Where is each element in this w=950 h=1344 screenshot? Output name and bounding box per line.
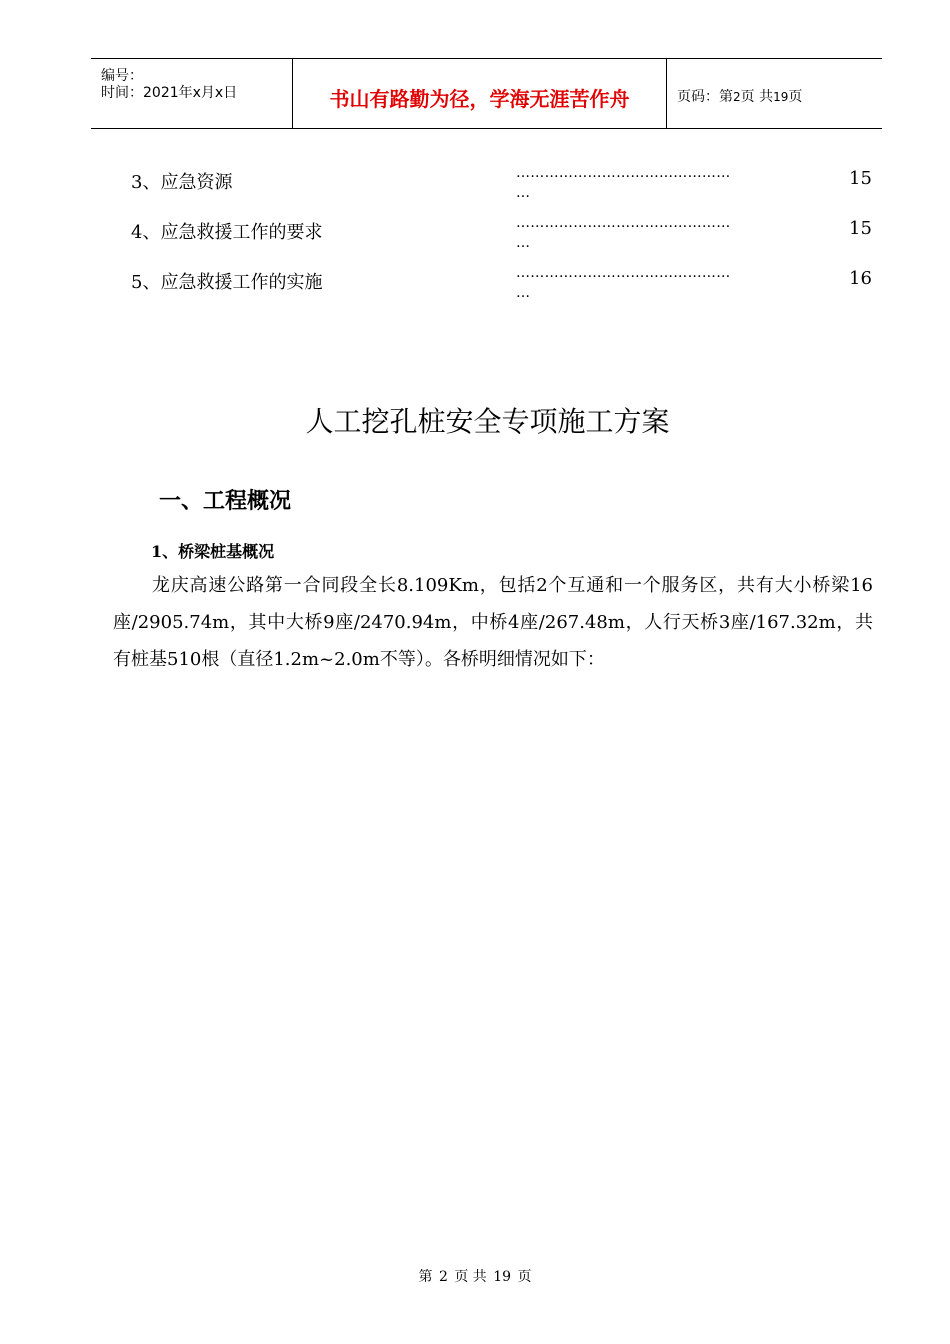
serial-label: 编号： xyxy=(101,68,143,84)
toc-leader-tail: … xyxy=(516,285,530,301)
toc-label: 5、应急救援工作的实施 xyxy=(131,272,323,293)
header-page-number xyxy=(677,86,802,106)
footer-suffix: 页 xyxy=(517,1269,532,1285)
time-label: 时间：2021年x月x日 xyxy=(101,85,238,101)
page-total: 19 xyxy=(773,90,789,104)
page-current: 2 xyxy=(733,90,741,104)
header-info-cell xyxy=(91,59,293,128)
header-motto-cell xyxy=(293,59,667,128)
page-suffix: 页 xyxy=(788,89,803,105)
toc-leader: ……………………………………… xyxy=(516,215,731,231)
body-paragraph xyxy=(113,567,873,678)
footer-current: 2 xyxy=(438,1269,448,1285)
toc-leader-tail: … xyxy=(516,185,530,201)
footer-total: 19 xyxy=(493,1269,512,1285)
toc-entry[interactable] xyxy=(0,215,950,258)
toc-leader: ……………………………………… xyxy=(516,165,731,181)
toc-label: 4、应急救援工作的要求 xyxy=(131,222,323,243)
toc-leader: ……………………………………… xyxy=(516,265,731,281)
motto: 书山有路勤为径，学海无涯苦作舟 xyxy=(329,87,630,111)
header-page-cell xyxy=(667,59,882,128)
subsection-heading: 1、桥梁桩基概况 xyxy=(151,542,275,561)
toc-page: 16 xyxy=(849,268,872,289)
toc-entry[interactable] xyxy=(0,165,950,208)
paragraph-text: 龙庆高速公路第一合同段全长8.109Km，包括2个互通和一个服务区，共有大小桥梁16座/2905.74m，其中大桥9座/2470.94m，中桥4座/267.48m，人行天桥3座/167.32m，共有桩基510根（直径1.2m~2.0m不等）。各桥明细情况如下： xyxy=(113,575,873,670)
toc-leader-tail: … xyxy=(516,235,530,251)
footer-prefix: 第 xyxy=(418,1269,433,1285)
page-prefix: 页码：第 xyxy=(677,89,733,105)
toc-page: 15 xyxy=(849,218,872,239)
section-heading: 一、工程概况 xyxy=(159,489,292,514)
page-footer xyxy=(0,1266,950,1286)
page-header xyxy=(91,58,882,129)
toc-page: 15 xyxy=(849,168,872,189)
toc-entry[interactable] xyxy=(0,265,950,308)
page-mid: 页 共 xyxy=(740,89,774,105)
toc-label: 3、应急资源 xyxy=(131,172,233,193)
document-title: 人工挖孔桩安全专项施工方案 xyxy=(305,405,670,438)
footer-mid: 页 共 xyxy=(454,1269,487,1285)
